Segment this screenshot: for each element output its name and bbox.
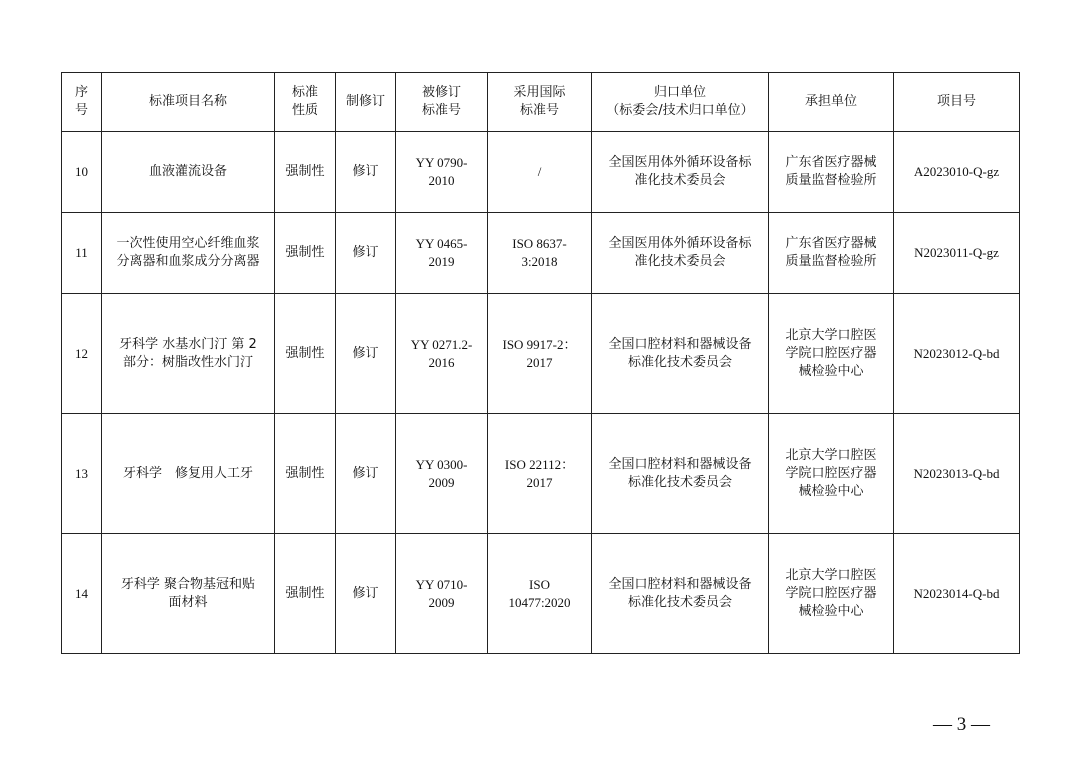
cell-project-no: N2023011-Q-gz	[894, 213, 1020, 294]
cell-unit: 全国口腔材料和器械设备 标准化技术委员会	[592, 414, 769, 534]
cell-name: 牙科学 修复用人工牙	[102, 414, 275, 534]
cell-revised-std: YY 0300- 2009	[396, 414, 488, 534]
cell-project-no: N2023014-Q-bd	[894, 534, 1020, 654]
cell-revision: 修订	[336, 132, 396, 213]
header-undertaker: 承担单位	[769, 73, 894, 132]
table-row	[62, 534, 1020, 654]
header-row	[62, 73, 1020, 132]
cell-nature: 强制性	[275, 132, 336, 213]
cell-undertaker: 北京大学口腔医 学院口腔医疗器 械检验中心	[769, 534, 894, 654]
cell-project-no: N2023012-Q-bd	[894, 294, 1020, 414]
cell-revised-std: YY 0465- 2019	[396, 213, 488, 294]
cell-project-no: A2023010-Q-gz	[894, 132, 1020, 213]
header-project-no: 项目号	[894, 73, 1020, 132]
cell-undertaker: 北京大学口腔医 学院口腔医疗器 械检验中心	[769, 414, 894, 534]
cell-nature: 强制性	[275, 414, 336, 534]
cell-nature: 强制性	[275, 294, 336, 414]
cell-intl-std: ISO 8637- 3:2018	[488, 213, 592, 294]
header-revised-std: 被修订 标准号	[396, 73, 488, 132]
cell-revision: 修订	[336, 414, 396, 534]
cell-name: 血液灌流设备	[102, 132, 275, 213]
cell-unit: 全国医用体外循环设备标 准化技术委员会	[592, 213, 769, 294]
cell-seq: 13	[62, 414, 102, 534]
standards-table	[61, 72, 1020, 654]
cell-name: 牙科学 聚合物基冠和贴 面材料	[102, 534, 275, 654]
header-seq: 序 号	[62, 73, 102, 132]
cell-revised-std: YY 0790- 2010	[396, 132, 488, 213]
header-name: 标准项目名称	[102, 73, 275, 132]
cell-revision: 修订	[336, 294, 396, 414]
table-row	[62, 294, 1020, 414]
cell-intl-std: /	[488, 132, 592, 213]
cell-revised-std: YY 0271.2- 2016	[396, 294, 488, 414]
cell-seq: 14	[62, 534, 102, 654]
cell-project-no: N2023013-Q-bd	[894, 414, 1020, 534]
cell-seq: 11	[62, 213, 102, 294]
header-unit: 归口单位 （标委会/技术归口单位）	[592, 73, 769, 132]
page-number: — 3 —	[933, 714, 990, 735]
cell-undertaker: 广东省医疗器械 质量监督检验所	[769, 213, 894, 294]
cell-revision: 修订	[336, 534, 396, 654]
header-nature: 标准 性质	[275, 73, 336, 132]
cell-name: 牙科学 水基水门汀 第 2 部分：树脂改性水门汀	[102, 294, 275, 414]
cell-revised-std: YY 0710- 2009	[396, 534, 488, 654]
cell-unit: 全国口腔材料和器械设备 标准化技术委员会	[592, 294, 769, 414]
cell-intl-std: ISO 22112： 2017	[488, 414, 592, 534]
table-row	[62, 213, 1020, 294]
cell-undertaker: 广东省医疗器械 质量监督检验所	[769, 132, 894, 213]
cell-seq: 10	[62, 132, 102, 213]
cell-seq: 12	[62, 294, 102, 414]
cell-nature: 强制性	[275, 534, 336, 654]
cell-intl-std: ISO 9917-2： 2017	[488, 294, 592, 414]
cell-nature: 强制性	[275, 213, 336, 294]
table-row	[62, 414, 1020, 534]
cell-undertaker: 北京大学口腔医 学院口腔医疗器 械检验中心	[769, 294, 894, 414]
table-row	[62, 132, 1020, 213]
cell-unit: 全国口腔材料和器械设备 标准化技术委员会	[592, 534, 769, 654]
header-revision: 制修订	[336, 73, 396, 132]
cell-name: 一次性使用空心纤维血浆 分离器和血浆成分分离器	[102, 213, 275, 294]
cell-revision: 修订	[336, 213, 396, 294]
cell-unit: 全国医用体外循环设备标 准化技术委员会	[592, 132, 769, 213]
cell-intl-std: ISO 10477:2020	[488, 534, 592, 654]
header-intl-std: 采用国际 标准号	[488, 73, 592, 132]
